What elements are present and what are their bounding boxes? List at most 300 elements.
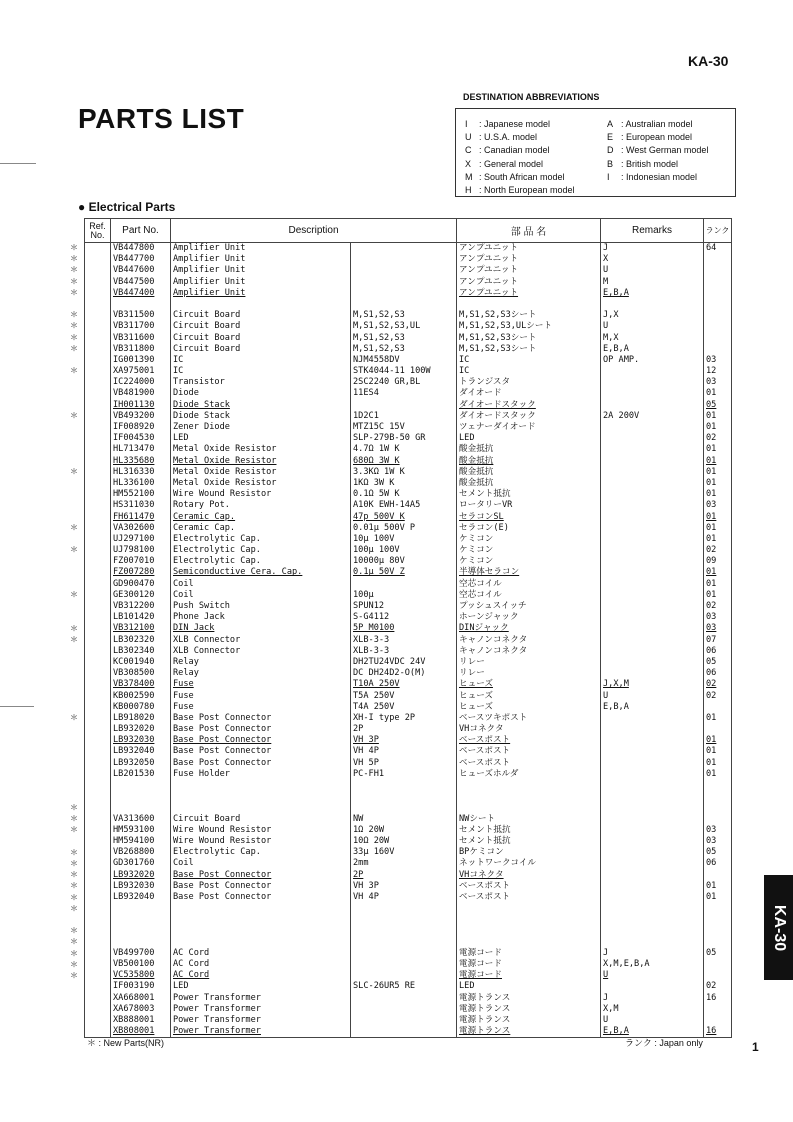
cell-text: X,M,E,B,A [603,959,650,969]
cell-text [704,1015,731,1026]
cell-text: T4A 250V [353,701,395,712]
cell-text: トランジスタ [459,377,511,388]
cell-text [601,366,703,377]
cell-text: 05 [706,847,717,858]
new-part-star: ＊ [70,254,78,264]
cell-text: Circuit Board [173,332,241,343]
cell-text: STK4044-11 100W [353,366,431,377]
cell-text: X,M [603,1003,619,1014]
cell-text [351,993,456,1004]
cell-text: 10Ω 20W [353,835,390,846]
cell-text: リレー [459,668,485,679]
cell-text: HL316330 [113,466,155,477]
header-japanese-name: 部 品 名 [457,219,601,243]
cell-text: 01 [706,768,717,779]
cell-text: XB808001 [113,1026,155,1037]
cell-text: 07 [706,634,717,645]
cell-text: DC DH24D2-O(M) [353,668,426,679]
remarks-column [601,243,704,1038]
cell-text [704,780,731,791]
cell-text: U [603,321,609,332]
cell-text: Base Post Connector [173,735,272,746]
cell-text: ベースポスト [459,880,511,891]
cell-text [601,746,703,757]
section-title: ● Electrical Parts [78,200,176,214]
cell-text: T5A 250V [353,690,395,701]
cell-text: VHコネクタ [459,724,504,735]
cell-text: LB932020 [113,724,155,735]
cell-text: M,S1,S2,S3,ULシート [459,321,553,332]
cell-text: 電源コード [459,970,502,981]
cell-text: XH-I type 2P [353,712,416,723]
cell-text: 03 [706,824,717,835]
cell-text: LED [173,433,189,444]
cell-text: 電源コード [459,947,502,958]
new-part-star: ＊ [70,825,78,835]
cell-text [111,780,170,791]
cell-text: 空芯コイル [459,578,502,589]
cell-text [704,254,731,265]
cell-text [601,489,703,500]
cell-text: Base Post Connector [173,757,272,768]
cell-text: 02 [706,433,717,444]
cell-text: Circuit Board [173,813,241,824]
cell-text: SLC-26UR5 RE [353,981,416,992]
cell-text: Fuse [173,701,194,712]
cell-text: Metal Oxide Resistor [173,455,277,466]
blank-line [704,802,731,813]
cell-text: LED [173,981,189,992]
cell-text: Phone Jack [173,612,225,623]
cell-text: 01 [706,533,717,544]
cell-text: Electrolytic Cap. [173,847,261,858]
cell-text: IC [173,366,184,377]
table-header-row [85,219,732,243]
cell-text: 06 [706,858,717,869]
cell-text: VH 5P [353,757,379,768]
cell-text: 0.1Ω 5W K [353,489,400,500]
rank-note: ランク : Japan only [625,1038,703,1048]
cell-text [351,959,456,970]
new-part-star: ＊ [70,276,78,286]
cell-text: J,X,M [603,679,629,690]
cell-text: U [603,1014,609,1025]
cell-text: XLB Connector [173,634,241,645]
cell-text: 01 [706,891,717,902]
cell-text [601,422,703,433]
header-remarks: Remarks [601,219,704,243]
cell-text: Diode [173,388,199,399]
cell-text [601,657,703,668]
cell-text: アンプユニット [459,276,519,287]
new-part-star: ＊ [70,545,78,555]
cell-text: Ceramic Cap. [173,511,236,522]
cell-text: キャノンコネクタ [459,645,528,656]
cell-text: XA975001 [113,366,155,377]
cell-text: 05 [706,947,717,958]
cell-text [601,545,703,556]
cell-text: VB500100 [113,959,155,969]
cell-text: 01 [706,489,717,500]
cell-text: IC [173,354,184,365]
cell-text: ダイオード [459,388,502,399]
cell-text: Transistor [173,377,225,388]
cell-text [601,500,703,511]
rank-column [704,243,732,1038]
cell-text: 01 [706,746,717,757]
cell-text [351,925,456,936]
cell-text: Base Post Connector [173,712,272,723]
new-part-star: ＊ [70,903,78,913]
cell-text: LED [459,981,475,992]
cell-text: X [603,254,609,265]
cell-text [601,601,703,612]
cell-text: U [603,970,609,981]
cell-text [601,925,703,936]
new-part-star: ＊ [70,265,78,275]
cell-text: Metal Oxide Resistor [173,477,277,488]
cell-text [601,914,703,925]
cell-text: 1Ω 20W [353,824,385,835]
cell-text: IC [459,354,470,365]
cell-text: IG001390 [113,354,155,365]
cell-text: GD301760 [113,858,155,869]
cell-text: Coil [173,589,194,600]
cell-text [351,948,456,959]
cell-text: FZ007010 [113,556,155,567]
cell-text: M,S1,S2,S3 [353,310,405,321]
model-code: KA-30 [688,53,729,69]
cell-text: GD900470 [113,578,155,589]
cell-text [601,388,703,399]
cell-text: AC Cord [173,970,210,981]
cell-text: Amplifier Unit [173,265,246,276]
cell-text: LB932030 [113,880,155,891]
cell-text: ケミコン [459,556,494,567]
cell-text: ダイオードスタック [459,410,536,421]
cell-text: HM594100 [113,835,155,846]
new-part-star: ＊ [70,411,78,420]
cell-text [171,925,350,936]
cell-text [457,903,600,914]
cell-text: 酸金抵抗 [459,477,494,488]
cell-text: S-G4112 [353,612,390,623]
cell-text [601,847,703,858]
cell-text: アンプユニット [459,287,519,298]
cell-text: E,B,A [603,343,629,354]
cell-text: VB312100 [113,623,155,634]
cell-text: ケミコン [459,545,494,556]
cell-text [457,925,600,936]
cell-text [351,288,456,299]
cell-text: KB000780 [113,701,155,712]
cell-text: VB447600 [113,265,155,276]
cell-text [601,903,703,914]
cell-text: 05 [706,656,717,667]
cell-text: 酸金抵抗 [459,455,494,466]
cell-text [601,646,703,657]
cell-text: 02 [706,981,717,992]
cell-text: OP AMP. [603,354,640,365]
table-body-row [85,243,732,1038]
cell-text: 01 [706,522,717,533]
cell-text: LB201530 [113,768,155,779]
new-part-star: ＊ [70,343,78,353]
cell-text: SPUN12 [353,601,385,611]
cell-text [601,567,703,578]
cell-text: Circuit Board [173,343,241,354]
cell-text: 10000μ 80V [353,556,405,567]
cell-text: 100μ [353,589,374,600]
cell-text: Amplifier Unit [173,287,246,298]
cell-text: LB932040 [113,891,155,902]
cell-text: HL713470 [113,444,155,455]
dest-item: B : British model [607,158,679,169]
cell-text [171,791,350,802]
cell-text [601,769,703,780]
cell-text: 2SC2240 GR,BL [353,377,421,388]
cell-text: U [603,690,609,701]
new-part-star: ＊ [70,243,78,252]
cell-text [351,914,456,925]
cell-text: LB932050 [113,757,155,768]
cell-text: XA678003 [113,1003,155,1014]
side-tab: KA-30 [764,875,793,980]
cell-text: ロータリーVR [459,500,513,511]
cell-text: XA668001 [113,992,155,1003]
new-part-star: ＊ [70,635,78,644]
blank-line [457,937,600,948]
cell-text [601,623,703,634]
cell-text [601,467,703,478]
cell-text [704,724,731,735]
cell-text: Circuit Board [173,310,241,321]
cell-text: XLB-3-3 [353,634,390,645]
cell-text: 01 [706,578,717,589]
new-part-star: ＊ [70,366,78,376]
cell-text: M,S1,S2,S3シート [459,310,537,321]
cell-text: 電源トランス [459,992,511,1003]
ref-no-cell [85,243,111,1038]
dest-item: C : Canadian model [465,145,550,156]
cell-text: 4.7Ω 1W K [353,444,400,455]
cell-text: Power Transformer [173,1026,261,1037]
footnote: ＊ : New Parts(NR) [87,1038,165,1048]
cell-text: 16 [706,992,717,1003]
destination-heading: DESTINATION ABBREVIATIONS [463,92,600,102]
cell-text: 01 [706,589,717,600]
cell-text: Amplifier Unit [173,243,246,253]
description-column [171,243,351,1038]
new-part-star: ＊ [70,881,78,891]
cell-text: IF008920 [113,422,155,432]
cell-text: VB499700 [113,947,155,958]
cell-text [601,534,703,545]
cell-text: ヒューズ [459,701,493,712]
dest-item: H : North European model [465,185,575,196]
blank-line [457,802,600,813]
cell-text: FH611470 [113,511,155,522]
cell-text: VC535800 [113,970,155,981]
cell-text: LB932030 [113,735,155,746]
cell-text: ホーンジャック [459,612,519,623]
cell-text: E,B,A [603,1026,629,1037]
cell-text: IC [459,366,470,377]
new-part-star: ＊ [70,623,78,633]
scan-mark [0,706,34,707]
cell-text [704,344,731,355]
cell-text [704,870,731,881]
cell-text [601,590,703,601]
cell-text: 1KΩ 3W K [353,477,395,488]
destination-left-column [465,118,575,197]
cell-text: 33μ 160V [353,847,395,858]
cell-text [601,881,703,892]
blank-line [171,299,350,310]
cell-text: Zener Diode [173,422,230,432]
cell-text: 100μ 100V [353,545,400,556]
cell-text: 03 [706,835,717,846]
cell-text: 03 [706,623,717,634]
cell-text [704,914,731,925]
cell-text: HS311030 [113,500,155,511]
cell-text: 09 [706,556,717,567]
cell-text: 01 [706,410,717,421]
cell-text: Wire Wound Resistor [173,824,272,835]
cell-text: セメント抵抗 [459,824,511,835]
cell-text: 10μ 100V [353,533,395,544]
new-part-star: ＊ [70,814,78,824]
cell-text: Metal Oxide Resistor [173,466,277,477]
cell-text [351,903,456,914]
cell-text: 電源トランス [459,1003,511,1014]
cell-text [601,512,703,523]
cell-text [601,735,703,746]
cell-text [111,791,170,802]
cell-text: 12 [706,366,717,377]
cell-text [601,780,703,791]
cell-text: キャノンコネクタ [459,634,528,645]
dest-item: U : U.S.A. model [465,132,538,143]
cell-text: VB481900 [113,388,155,399]
blank-line [601,802,703,813]
cell-text: 02 [706,601,717,611]
cell-text: VB447700 [113,254,155,265]
cell-text: Electrolytic Cap. [173,545,261,556]
cell-text [111,903,170,914]
cell-text: VB311600 [113,332,155,343]
cell-text: M,S1,S2,S3 [353,332,405,343]
page-title: PARTS LIST [78,103,245,134]
cell-text: DINジャック [459,623,509,634]
cell-text [704,791,731,802]
japanese-name-column [457,243,601,1038]
cell-text [601,377,703,388]
cell-text: ツェナーダイオード [459,422,536,432]
cell-text: VH 4P [353,746,379,757]
cell-text: VB268800 [113,847,155,858]
cell-text [601,400,703,411]
cell-text: セラコンSL [459,511,504,522]
cell-text: 05 [706,399,717,410]
cell-text [351,277,456,288]
cell-text: VA313600 [113,813,155,824]
cell-text [601,668,703,679]
cell-text: M,S1,S2,S3,UL [353,321,421,332]
dest-item: E : European model [607,132,693,143]
cell-text [704,288,731,299]
cell-text: 2P [353,869,364,880]
cell-text [351,265,456,276]
cell-text: LB101420 [113,612,155,623]
cell-text [601,825,703,836]
cell-text: 酸金抵抗 [459,466,494,477]
blank-line [171,937,350,948]
cell-text: MTZ15C 15V [353,422,405,432]
cell-text [704,814,731,825]
cell-text [704,970,731,981]
cell-text: 01 [706,477,717,488]
cell-text: アンプユニット [459,243,519,253]
cell-text: 01 [706,388,717,399]
cell-text [601,724,703,735]
new-part-star: ＊ [70,959,78,969]
blank-line [601,299,703,310]
cell-text: LB302320 [113,634,155,645]
cell-text: 2mm [353,858,369,869]
cell-text: IF003190 [113,981,155,992]
cell-text: 01 [706,444,717,455]
cell-text [704,925,731,936]
cell-text: HL335680 [113,455,155,466]
cell-text: ベースポスト [459,891,511,902]
cell-text: Coil [173,578,194,589]
cell-text: Diode Stack [173,399,230,410]
cell-text [351,1004,456,1015]
cell-text: Relay [173,656,199,667]
cell-text: 半導体セラコン [459,567,520,578]
cell-text [601,758,703,769]
cell-text: VH 4P [353,891,379,902]
cell-text [601,523,703,534]
cell-text: 01 [706,880,717,891]
cell-text [704,1004,731,1015]
cell-text: 01 [706,735,717,746]
cell-text: ヒューズホルダ [459,768,519,779]
cell-text: VH 3P [353,880,379,891]
cell-text [601,836,703,847]
page-number: 1 [752,1040,759,1054]
cell-text: アンプユニット [459,254,519,265]
cell-text: Relay [173,668,199,679]
cell-text: 2P [353,724,364,735]
cell-text: A10K EWH-14A5 [353,500,421,511]
cell-text: AC Cord [173,959,210,969]
new-part-star: ＊ [70,467,78,476]
cell-text: M,S1,S2,S3シート [459,332,537,343]
new-part-star: ＊ [70,332,78,342]
cell-text: 電源トランス [459,1026,511,1037]
cell-text: 64 [706,243,717,253]
cell-text: Diode Stack [173,410,230,421]
cell-text [351,1026,456,1037]
cell-text: Metal Oxide Resistor [173,444,277,455]
cell-text: Power Transformer [173,1014,261,1025]
cell-text: Semiconductive Cera. Cap. [173,567,303,578]
cell-text: Base Post Connector [173,891,272,902]
cell-text: VA302600 [113,522,155,533]
new-part-star: ＊ [70,971,78,980]
